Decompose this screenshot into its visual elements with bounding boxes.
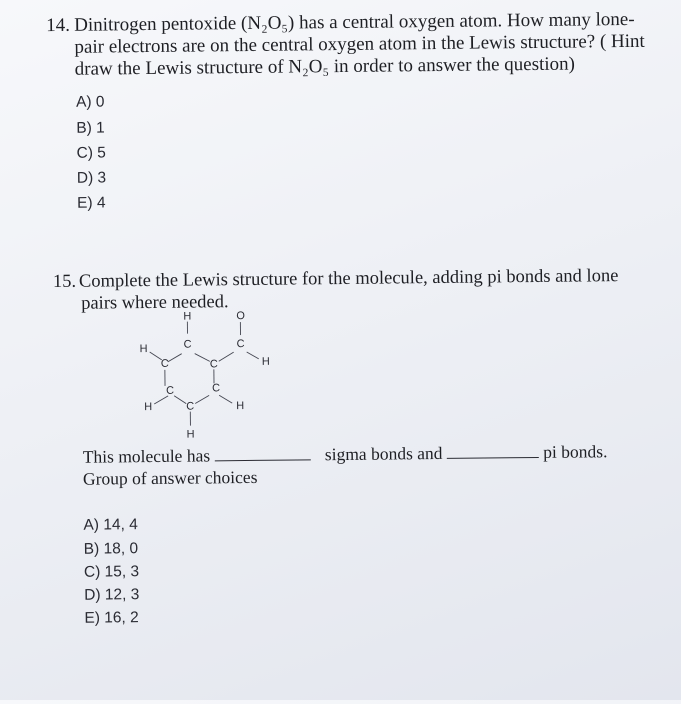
bond — [195, 353, 210, 361]
atom-c: C — [186, 401, 194, 413]
sentence-mid: sigma bonds and — [325, 443, 443, 464]
q14-choice-d[interactable]: D) 3 — [77, 169, 106, 187]
atom-c: C — [237, 338, 245, 350]
q14-choice-c[interactable]: C) 5 — [77, 144, 106, 162]
atom-h-right: H — [262, 356, 270, 368]
atom-c: C — [161, 358, 169, 370]
q14-choice-b[interactable]: B) 1 — [76, 119, 105, 137]
atom-o-top: O — [236, 310, 245, 322]
q15-choice-d[interactable]: D) 12, 3 — [84, 586, 139, 605]
answer-group-label: Group of answer choices — [83, 467, 258, 490]
atom-h-lower-right: H — [236, 400, 244, 412]
question-15-number: 15. — [53, 271, 79, 293]
q15-choice-a[interactable]: A) 14, 4 — [83, 516, 137, 535]
question-14-text — [46, 9, 657, 81]
bond — [168, 354, 182, 362]
bond — [154, 396, 168, 404]
bond — [195, 395, 209, 403]
atom-h-bottom: H — [186, 429, 194, 441]
bond — [247, 352, 259, 359]
atom-h-top: H — [183, 311, 191, 323]
question-15-line-1: Complete the Lewis structure for the molecule, adding pi bonds and lone — [79, 266, 619, 292]
atom-h-left: H — [140, 343, 148, 355]
question-14-number: 14. — [46, 15, 74, 37]
bond — [219, 352, 234, 361]
bond — [219, 395, 232, 403]
bond — [174, 396, 186, 404]
question-14-line-1: Dinitrogen pentoxide (N₂O₅) has a central oxygen atom. How many lone- — [74, 9, 635, 36]
q15-choice-b[interactable]: B) 18, 0 — [84, 540, 138, 559]
question-15-line-2: pairs where needed. — [53, 287, 653, 315]
atom-c: C — [166, 385, 174, 397]
sentence-end: pi bonds. — [543, 441, 607, 462]
sentence-start: This molecule has — [83, 445, 211, 466]
q15-choice-c[interactable]: C) 15, 3 — [84, 563, 139, 582]
q14-choice-a[interactable]: A) 0 — [76, 93, 105, 111]
sigma-bonds-blank[interactable] — [214, 445, 310, 461]
atom-c: C — [184, 339, 192, 351]
atom-c: C — [212, 382, 220, 394]
q14-choice-e[interactable]: E) 4 — [77, 194, 106, 212]
pi-bonds-blank[interactable] — [447, 443, 539, 459]
question-15-text — [53, 265, 653, 315]
question-14-line-2: pair electrons are on the central oxygen atom in the Lewis structure? ( Hint — [46, 31, 656, 59]
atom-c: C — [210, 358, 218, 370]
atom-h-lower-left: H — [144, 401, 152, 413]
molecule-skeleton-diagram — [123, 309, 284, 451]
q15-choice-e[interactable]: E) 16, 2 — [84, 609, 138, 628]
question-14-line-3: draw the Lewis structure of N₂O₅ in order to answer the question) — [47, 53, 657, 81]
